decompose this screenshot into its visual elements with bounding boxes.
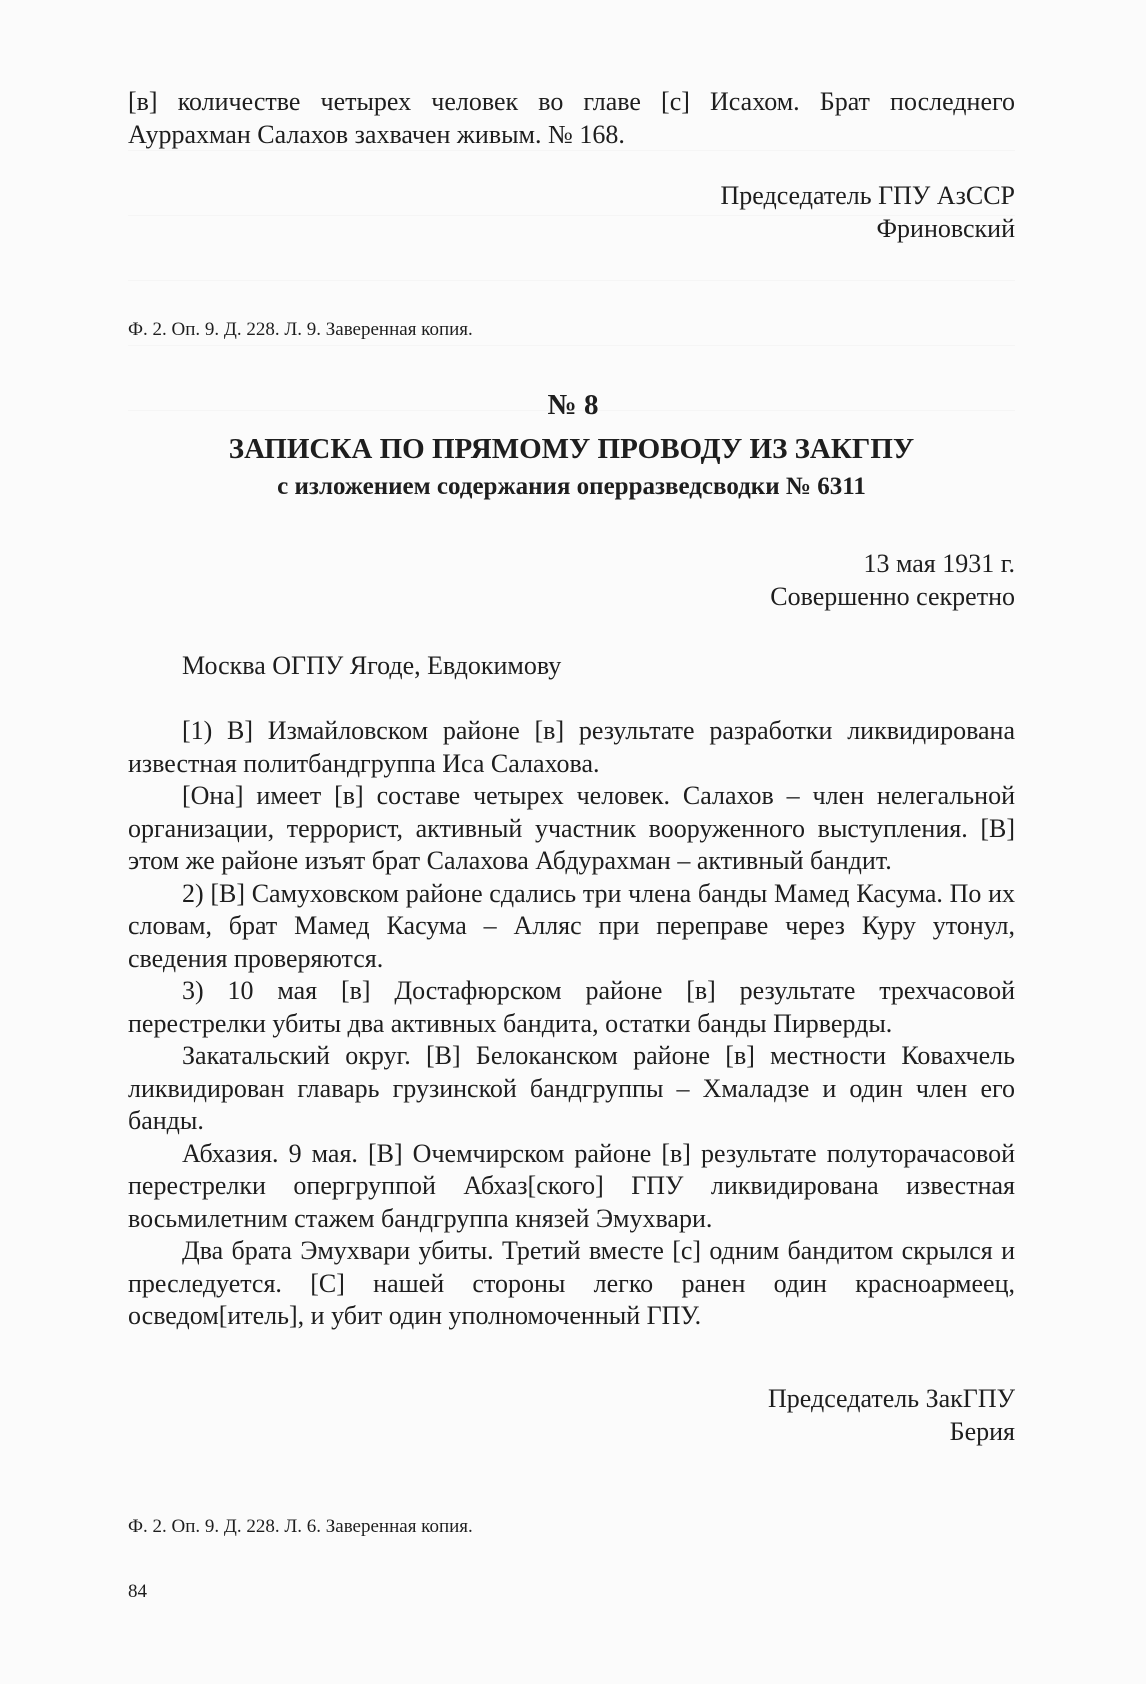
- classification-mark: Совершенно секретно: [770, 581, 1015, 611]
- bleed-line: [128, 345, 1015, 346]
- signature-name: Берия: [949, 1416, 1015, 1446]
- paragraph: [1) В] Измайловском районе [в] результате разработки ликвидирована известная политбандгруппа Иса Салахова.: [128, 716, 1015, 778]
- document-meta: [128, 548, 1015, 613]
- document-body: [128, 715, 1015, 1333]
- previous-source: [128, 318, 1015, 342]
- document-signature: [128, 1383, 1015, 1448]
- document-number: № 8: [547, 389, 599, 421]
- page-number: 84: [128, 1581, 147, 1602]
- paragraph: Закатальский округ. [В] Белоканском районе [в] местности Ковахчель ликвидирован главарь грузинской бандгруппы – Хмаладзе и один член его банды.: [128, 1041, 1015, 1135]
- source-reference: Ф. 2. Оп. 9. Д. 228. Л. 6. Заверенная копия.: [128, 1516, 473, 1537]
- previous-signature-name: Фриновский: [876, 213, 1015, 243]
- addressee-block: [128, 650, 1015, 683]
- paragraph: Два брата Эмухвари убиты. Третий вместе [с] одним бандитом скрылся и преследуется. [С] нашей стороны легко ранен один красноармеец, осведом[итель], и убит один уполномоченный ГПУ.: [128, 1236, 1015, 1330]
- bleed-line: [128, 280, 1015, 281]
- paragraph: Абхазия. 9 мая. [В] Очемчирском районе [в] результате полуторачасовой перестрелки опергруппой Абхаз[ского] ГПУ ликвидирована известная восьмилетним стажем бандгруппа князей Эмухвари.: [128, 1138, 1015, 1233]
- paragraph: [Она] имеет [в] составе четырех человек. Салахов – член нелегальной организации, террорист, активный участник вооруженного выступления. [В] этом же районе изъят брат Салахова Абдурахман – активный бандит.: [128, 781, 1015, 875]
- previous-signature-title: Председатель ГПУ АзССР: [720, 181, 1015, 210]
- previous-document-tail: [128, 86, 1015, 151]
- previous-source-reference: Ф. 2. Оп. 9. Д. 228. Л. 9. Заверенная копия.: [128, 319, 473, 340]
- previous-signature: [128, 180, 1015, 245]
- addressee: Москва ОГПУ Ягоде, Евдокимову: [182, 651, 562, 680]
- paragraph: 2) [В] Самуховском районе сдались три члена банды Мамед Касума. По их словам, брат Мамед Касума – Алляс при переправе через Куру утонул, сведения проверяются.: [128, 878, 1015, 973]
- document-title: ЗАПИСКА ПО ПРЯМОМУ ПРОВОДУ ИЗ ЗАКГПУ: [228, 433, 915, 465]
- document-source: [128, 1515, 1015, 1539]
- previous-document-text: [в] количестве четырех человек во главе [с] Исахом. Брат последнего Ауррахман Салахов захвачен живым. № 168.: [128, 87, 1015, 149]
- signature-title: Председатель ЗакГПУ: [768, 1384, 1015, 1413]
- document-subtitle: с изложением содержания оперразведсводки № 6311: [277, 473, 866, 500]
- paragraph: 3) 10 мая [в] Достафюрском районе [в] результате трехчасовой перестрелки убиты два активных бандита, остатки банды Пирверды.: [128, 976, 1015, 1038]
- document-date: 13 мая 1931 г.: [863, 549, 1015, 578]
